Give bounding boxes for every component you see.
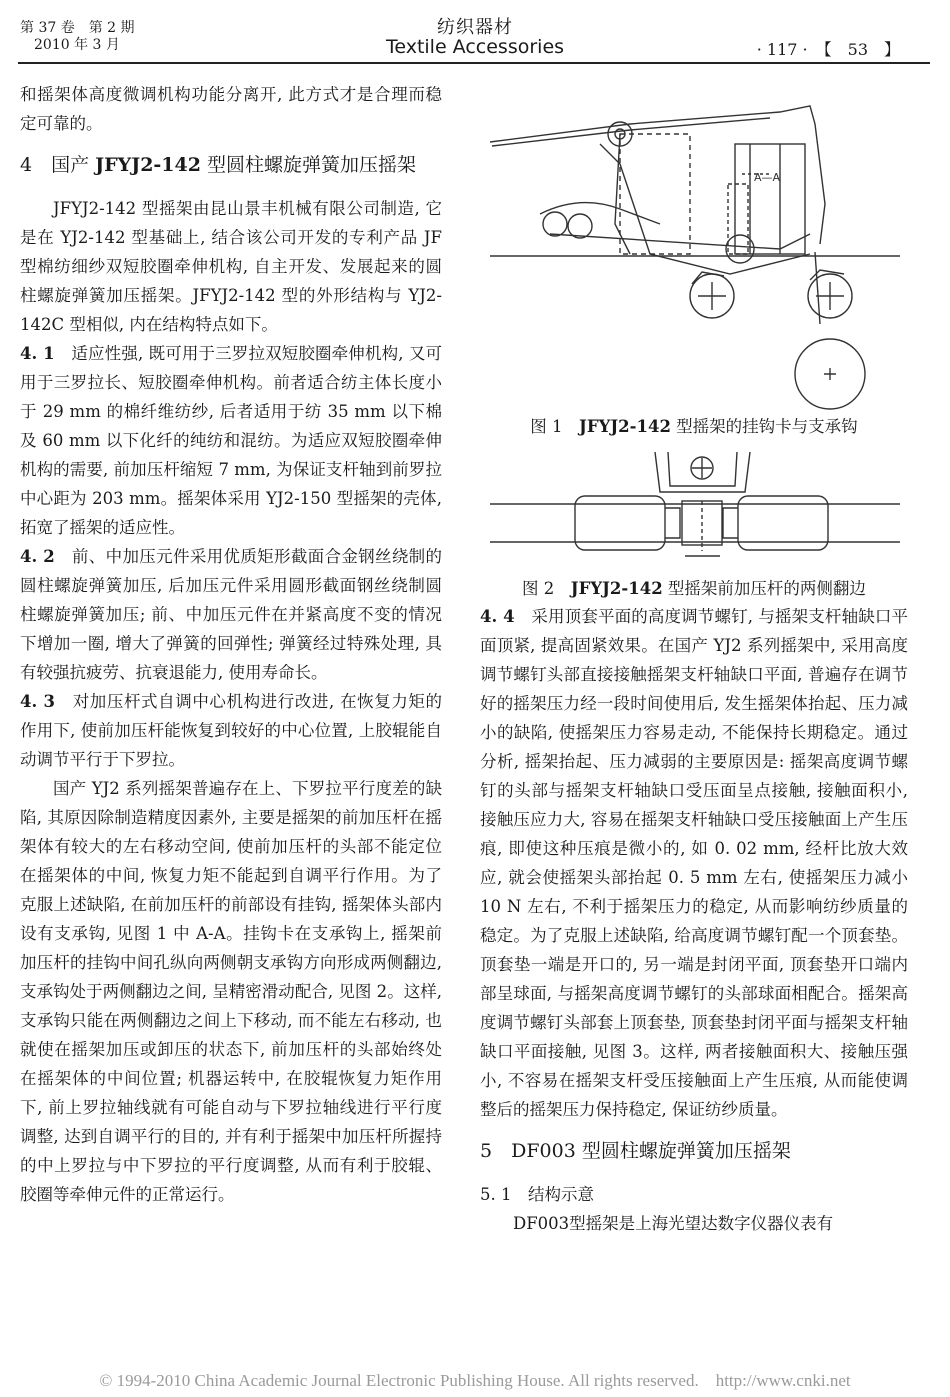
section-5-heading: [480, 1136, 908, 1166]
figure-1-caption: [480, 414, 908, 440]
page-number: · 117 · 【 53 】: [756, 40, 900, 59]
paragraph-continued: 和摇架体高度微调机构功能分离开, 此方式才是合理而稳定可靠的。: [20, 85, 442, 133]
section-4-heading: [20, 150, 442, 180]
issue-date: 2010 年 3 月: [34, 37, 120, 53]
journal-title-en: Textile Accessories: [385, 36, 565, 58]
item-number: 4. 4: [480, 607, 515, 626]
section-4-intro: JFYJ2-142 型摇架由昆山景丰机械有限公司制造, 它是在 YJ2-142 型基础上, 结合该公司开发的专利产品 JF 型棉纺细纱双短胶圈牵伸机构, 自主开发、发展起来的圆柱螺旋弹簧加压摇架。JFYJ2-142 型的外形结构与 YJ2-142C 型相似, 内在结构特点如下。: [20, 199, 442, 334]
left-column: [20, 80, 442, 1209]
section-title: DF003 型圆柱螺旋弹簧加压摇架: [511, 1140, 791, 1162]
item-number: 4. 1: [20, 344, 55, 363]
caption-number: 图 2: [522, 579, 571, 598]
section-title: 国产: [51, 154, 96, 176]
item-4-4: [480, 602, 908, 1124]
model-name: JFYJ2-142: [95, 154, 201, 176]
item-4-3: [20, 687, 442, 774]
section-title-rest: 型圆柱螺旋弹簧加压摇架: [200, 154, 417, 176]
volume-issue: 第 37 卷 第 2 期: [20, 20, 135, 36]
item-text: 适应性强, 既可用于三罗拉双短胶圈牵伸机构, 又可用于三罗拉长、短胶圈牵伸机构。前者适合纺主体长度小于 29 mm 的棉纤维纺纱, 后者适用于纺 35 mm 以下棉及 60 mm 以下化纤的纯纺和混纺。为适应双短胶圈牵伸机构的需要, 前加压杆缩短 7 mm, 为保证支杆轴到前罗拉中心距为 203 mm。摇架体采用 YJ2-150 型摇架的壳体, 拓宽了摇架的适应性。: [20, 344, 443, 537]
item-number: 4. 3: [20, 692, 56, 711]
section-number: 5: [480, 1140, 493, 1162]
subsection-5-1: [480, 1180, 908, 1209]
copyright-watermark: © 1994-2010 China Academic Journal Electronic Publishing House. All rights reserved. http://www.cnki.net: [99, 1371, 851, 1390]
subsection-title: 结构示意: [528, 1185, 594, 1204]
figure-2: [480, 446, 908, 602]
figure-2-drawing: [480, 446, 908, 576]
caption-number: 图 1: [530, 417, 580, 436]
item-4-1: [20, 339, 442, 542]
item-text: 前、中加压元件采用优质矩形截面合金钢丝绕制的圆柱螺旋弹簧加压, 后加压元件采用圆形截面钢丝绕制圆柱螺旋弹簧加压; 前、中加压元件在并紧高度不变的情况下增加一圈, 增大了弹簧的回弹性; 弹簧经过特殊处理, 具有较强抗疲劳、抗衰退能力, 使用寿命长。: [20, 547, 443, 682]
page-header: [0, 0, 950, 66]
item-number: 4. 2: [20, 547, 55, 566]
header-rule: [18, 62, 930, 64]
right-column: [480, 80, 908, 1238]
item-4-3-detail: 国产 YJ2 系列摇架普遍存在上、下罗拉平行度差的缺陷, 其原因除制造精度因素外, 主要是摇架的前加压杆在摇架体有较大的左右移动空间, 使前加压杆的头部不能定位在摇架体的中间, 恢复力矩不能起到自调平行作用。为了克服上述缺陷, 在前加压杆的前部设有挂钩, 摇架体头部内设有支承钩, 见图 1 中 A-A。挂钩卡在支承钩上, 摇架前加压杆的挂钩中间孔纵向两侧朝支承钩方向形成两侧翻边, 支承钩处于两侧翻边之间, 呈精密滑动配合, 见图 2。这样, 支承钩只能在两侧翻边之间上下移动, 而不能左右移动, 也就使在摇架加压或卸压的状态下, 前加压杆的头部始终处在摇架体的中间位置; 机器运转中, 在胶辊恢复力矩作用下, 前上罗拉轴线就有可能自动与下罗拉轴线进行平行度调整, 达到自调平行的目的, 并有利于摇架中加压杆所握持的中上罗拉与中下罗拉的平行度调整, 从而有利于胶辊、胶圈等牵伸元件的正常运行。: [20, 779, 442, 1204]
section-number: 4: [20, 154, 33, 176]
section-5-1-text: DF003型摇架是上海光望达数字仪器仪表有: [513, 1214, 834, 1233]
caption-text: 型摇架前加压杆的两侧翻边: [662, 579, 866, 598]
figure-2-caption: [480, 576, 908, 602]
item-text: 采用顶套平面的高度调节螺钉, 与摇架支杆轴缺口平面顶紧, 提高固紧效果。在国产 YJ2 系列摇架中, 采用高度调节螺钉头部直接接触摇架支杆轴缺口平面, 普遍存在调节好的摇架压力经一段时间使用后, 发生摇架体抬起、压力减小的缺陷, 使摇架压力容易走动, 不能保持长期稳定。通过分析, 摇架抬起、压力减弱的主要原因是: 摇架高度调节螺钉的头部与摇架支杆轴缺口受压面呈点接触, 接触面积小, 接触压应力大, 容易在摇架支杆轴缺口受压接触面上产生压痕, 即使这种压痕是微小的, 如 0. 02 mm, 经杆比放大效应, 就会使摇架头部抬起 0. 5 mm 左右, 使摇架压力减小 10 N 左右, 不利于摇架压力的稳定, 从而影响纺纱质量的稳定。为了克服上述缺陷, 给高度调节螺钉配一个顶套垫。顶套垫一端是开口的, 另一端是封闭平面, 顶套垫开口端内部呈球面, 与摇架高度调节螺钉的头部球面相配合。摇架高度调节螺钉头部套上顶套垫, 顶套垫封闭平面与摇架支杆轴缺口平面接触, 见图 3。这样, 两者接触面积大、接触压强小, 不容易在摇架支杆受压接触面上产生压痕, 从而能使调整后的摇架压力保持稳定, 保证纺纱质量。: [480, 607, 909, 1119]
item-4-2: [20, 542, 442, 687]
caption-model: JFYJ2-142: [570, 579, 663, 598]
figure-1: [480, 84, 908, 440]
section-label-a-a: A—A: [754, 171, 781, 184]
item-text: 对加压杆式自调中心机构进行改进, 在恢复力矩的作用下, 使前加压杆能恢复到较好的中心位置, 上胶辊能自动调节平行于下罗拉。: [20, 692, 442, 769]
journal-title-cn: 纺织器材: [437, 17, 513, 38]
figure-1-drawing: [480, 84, 908, 414]
subsection-number: 5. 1: [480, 1185, 512, 1204]
caption-model: JFYJ2-142: [579, 417, 671, 436]
caption-text: 型摇架的挂钩卡与支承钩: [670, 417, 858, 436]
